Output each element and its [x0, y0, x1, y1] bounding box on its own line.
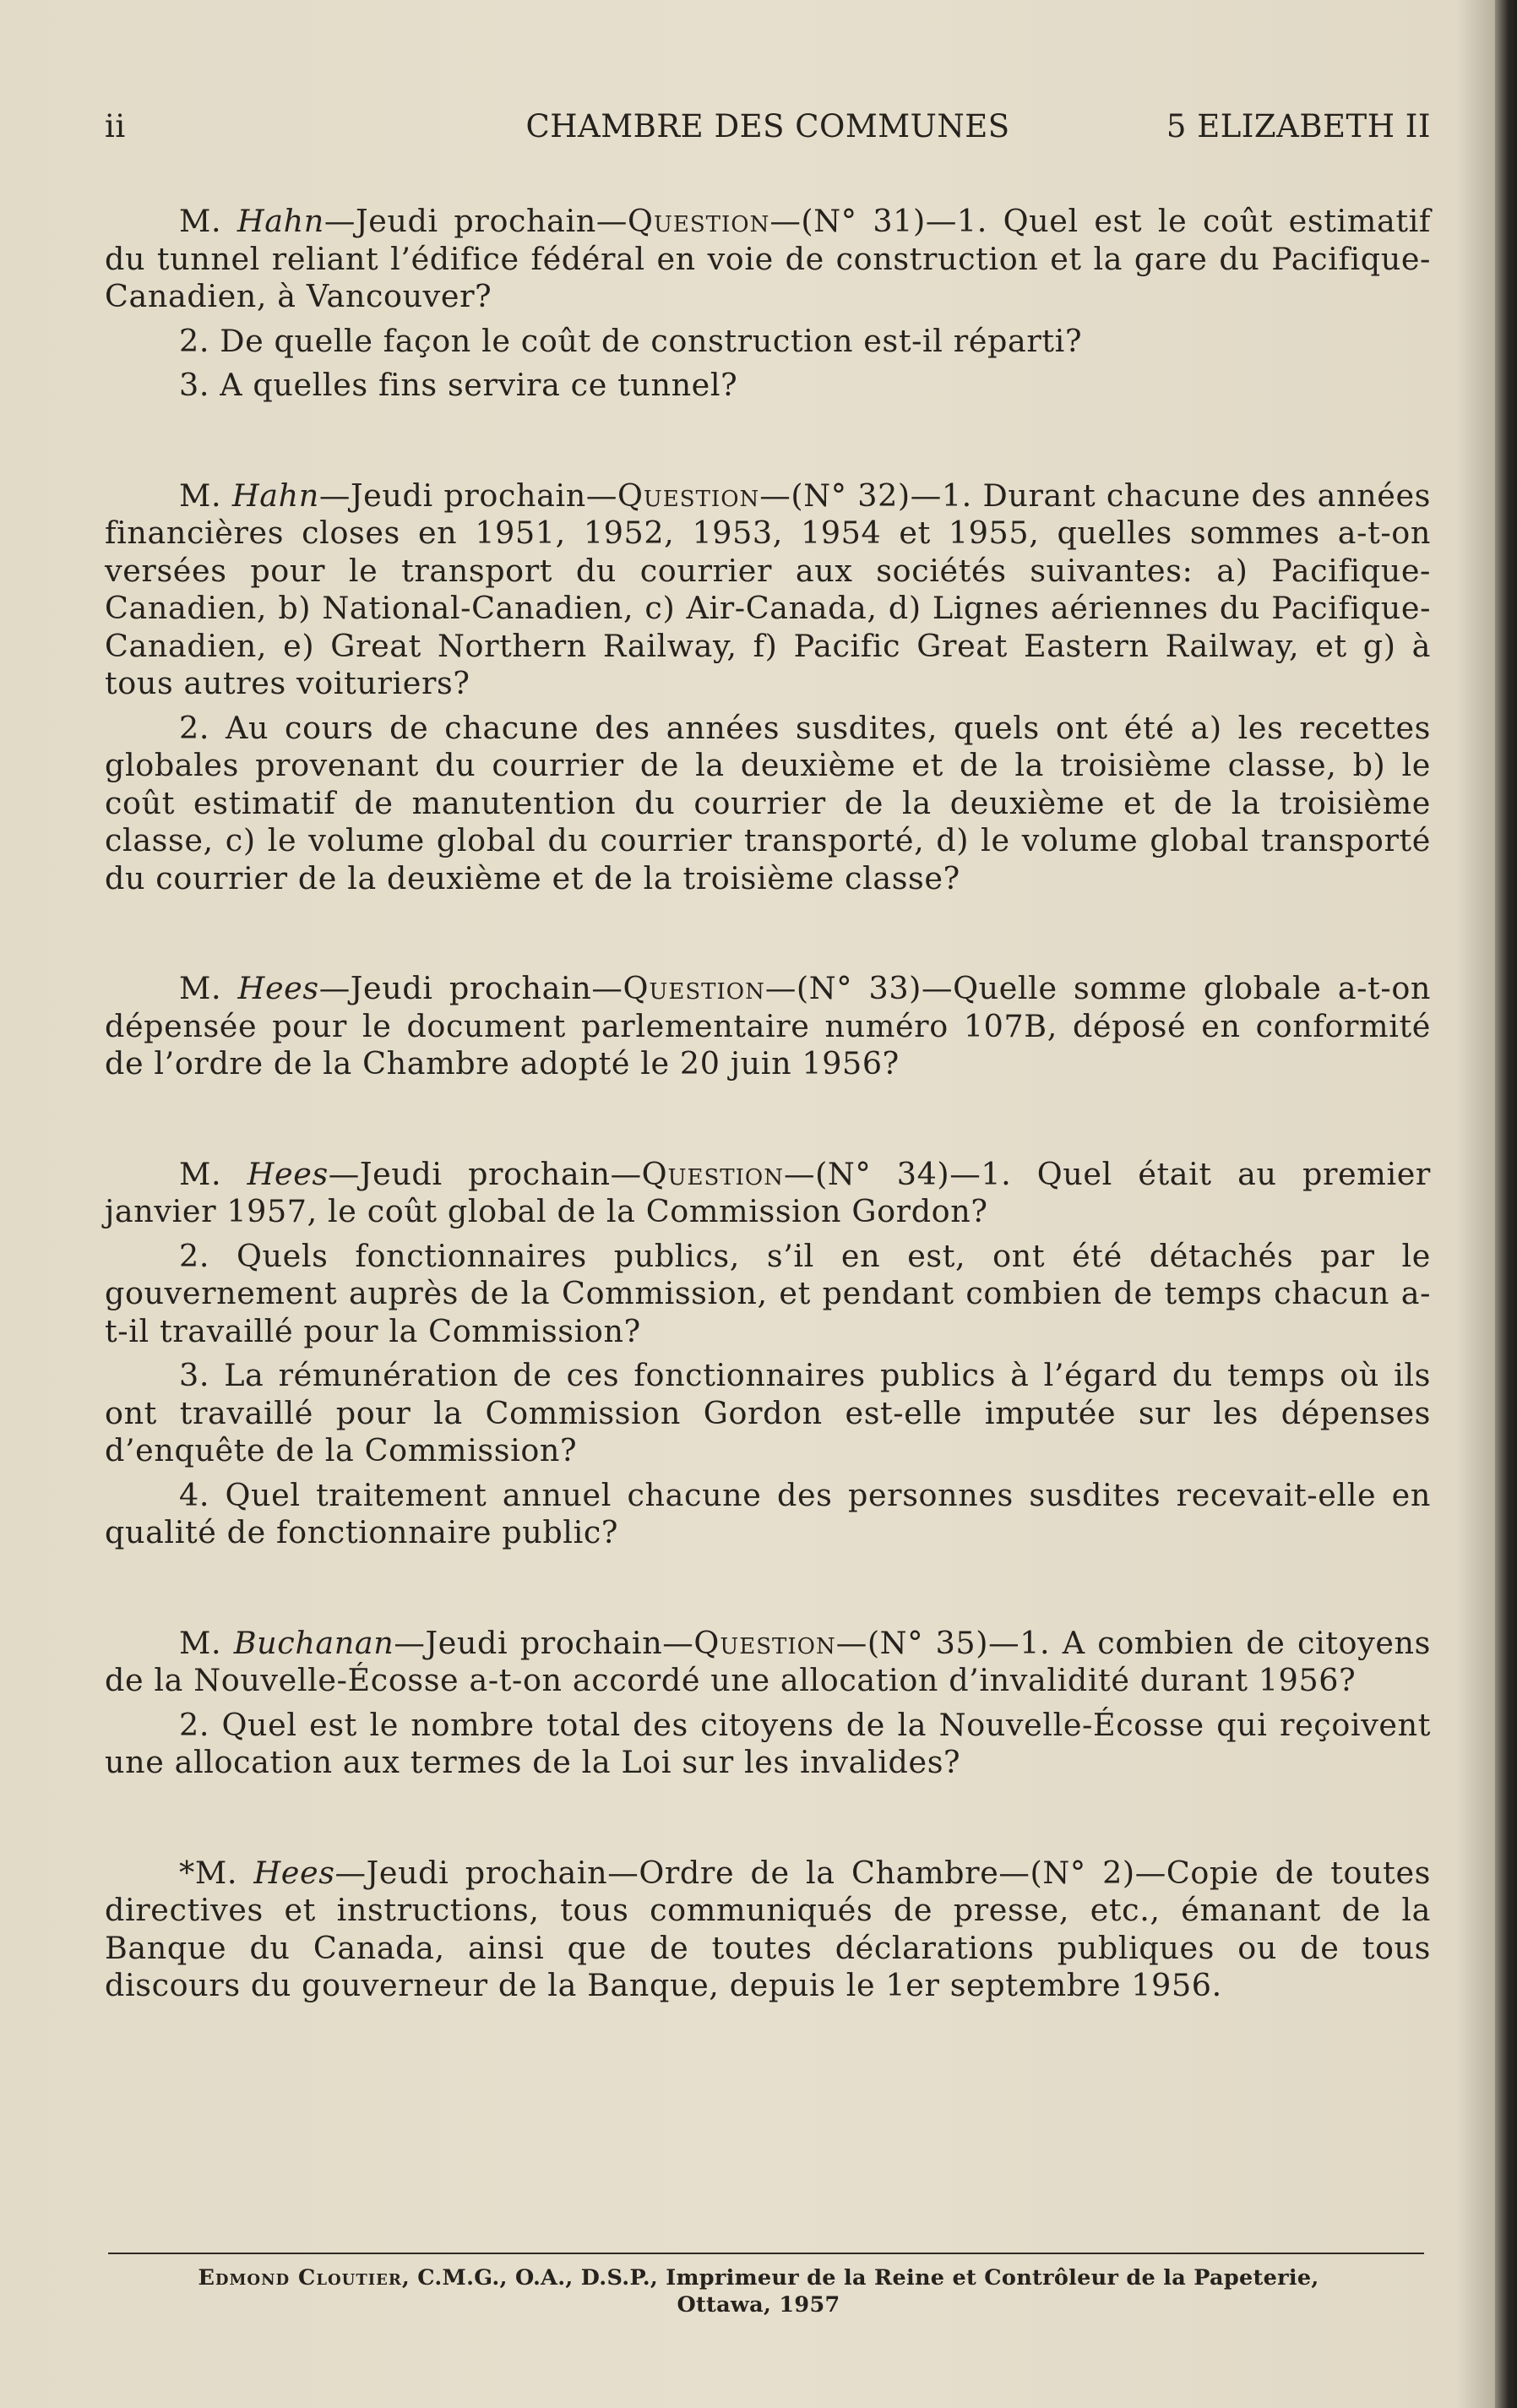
notice-kind: Question [693, 1624, 836, 1661]
notice-first-paragraph [105, 1156, 1431, 1231]
paragraph-text: 2. Quels fonctionnaires publics, s’il en est, ont été détachés par le gouvernement auprès de la Commission, et pendant combien de temps chacun a-t-il travaillé pour la Commission? [105, 1237, 1431, 1349]
member-prefix: M. [179, 203, 237, 239]
notice-kind: Question [623, 970, 765, 1006]
notice-entry [105, 1855, 1431, 2005]
footer-rule [108, 2253, 1424, 2254]
notice-text: —(N° 32)—1. Durant chacune des années financières closes en 1951, 1952, 1953, 1954 et 1955, quelles sommes a-t-on versées pour le transport du courrier aux sociétés suivantes: a) Pacifique-Canadien, b) National-Canadien, c) Air-Canada, d) Lignes aériennes du Pacifique-Canadien, e) Great Northern Railway, f) Pacific Great Eastern Railway, et g) à tous autres voituriers? [105, 477, 1431, 701]
member-name: Hees [237, 970, 319, 1006]
notice-sub-question [105, 1707, 1431, 1782]
notice-entry [105, 1156, 1431, 1552]
notice-kind: Question [628, 203, 770, 239]
page-number: ii [105, 108, 126, 144]
paragraph-text: 2. Au cours de chacune des années susdites, quels ont été a) les recettes globales provenant du courrier de la deuxième et de la troisième classe, b) le coût estimatif de manutention du courrier de la deuxième et de la troisième classe, c) le volume global du courrier transporté, d) le volume global transporté du courrier de la deuxième et de la troisième classe? [105, 709, 1431, 896]
notice-day: —Jeudi prochain— [334, 1854, 639, 1891]
member-name: Hahn [237, 203, 324, 239]
notice-text: —(N° 34)—1. Quel était au premier janvier 1957, le coût global de la Commission Gordon? [105, 1155, 1431, 1229]
notice-list [105, 203, 1431, 2078]
member-prefix: M. [179, 1624, 234, 1661]
notice-entry [105, 477, 1431, 898]
member-prefix: *M. [179, 1854, 254, 1891]
header-title: CHAMBRE DES COMMUNES [525, 108, 1010, 144]
notice-day: —Jeudi prochain— [324, 203, 628, 239]
paragraph-text: 4. Quel traitement annuel chacune des personnes susdites recevait-elle en qualité de fonctionnaire public? [105, 1476, 1431, 1550]
notice-entry [105, 970, 1431, 1083]
notice-first-paragraph [105, 477, 1431, 703]
printer-name: Edmond Cloutier [198, 2265, 402, 2291]
member-name: Hahn [231, 477, 319, 514]
notice-text: —(N° 33)—Quelle somme globale a-t-on dépensée pour le document parlementaire numéro 107B, déposé en conformité de l’ordre de la Chambre adopté le 20 juin 1956? [105, 970, 1431, 1081]
imprint-line-1 [0, 2264, 1517, 2291]
member-prefix: M. [179, 970, 238, 1006]
notice-entry [105, 203, 1431, 405]
notice-sub-question [105, 1477, 1431, 1552]
member-name: Buchanan [233, 1624, 394, 1661]
notice-sub-question [105, 710, 1431, 898]
member-prefix: M. [179, 1155, 247, 1192]
header-reign: 5 ELIZABETH II [1166, 108, 1431, 144]
notice-text: Ordre de la Chambre—(N° 2)—Copie de toutes directives et instructions, tous communiqués de presse, etc., émanant de la Banque du Canada, ainsi que de toutes déclarations publiques ou de tous discours du gouverneur de la Banque, depuis le 1er septembre 1956. [105, 1854, 1431, 2003]
printer-titles: , C.M.G., O.A., D.S.P., Imprimeur de la Reine et Contrôleur de la Papeterie, [401, 2265, 1319, 2291]
paragraph-text: 3. A quelles fins servira ce tunnel? [179, 367, 738, 403]
printer-imprint [0, 2264, 1517, 2318]
page-edge-shadow [1495, 0, 1517, 2408]
notice-first-paragraph [105, 203, 1431, 316]
paragraph-text: 3. La rémunération de ces fonctionnaires publics à l’égard du temps où ils ont travaillé pour la Commission Gordon est-elle imputée sur les dépenses d’enquête de la Commission? [105, 1357, 1431, 1468]
notice-first-paragraph [105, 1625, 1431, 1700]
running-header [105, 108, 1431, 150]
notice-sub-question [105, 323, 1431, 361]
member-name: Hees [253, 1854, 335, 1891]
notice-entry [105, 1625, 1431, 1782]
notice-first-paragraph [105, 1855, 1431, 2005]
notice-text: —(N° 35)—1. A combien de citoyens de la Nouvelle-Écosse a-t-on accordé une allocation d’invalidité durant 1956? [105, 1624, 1431, 1698]
paragraph-text: 2. Quel est le nombre total des citoyens de la Nouvelle-Écosse qui reçoivent une allocation aux termes de la Loi sur les invalides? [105, 1706, 1431, 1780]
member-name: Hees [247, 1155, 329, 1192]
notice-kind: Question [641, 1155, 784, 1192]
notice-day: —Jeudi prochain— [318, 970, 623, 1006]
notice-sub-question [105, 1357, 1431, 1470]
notice-text: —(N° 31)—1. Quel est le coût estimatif du tunnel reliant l’édifice fédéral en voie de construction et la gare du Pacifique-Canadien, à Vancouver? [105, 203, 1431, 314]
paragraph-text: 2. De quelle façon le coût de construction est-il réparti? [179, 322, 1083, 359]
notice-day: —Jeudi prochain— [394, 1624, 694, 1661]
notice-sub-question [105, 367, 1431, 405]
notice-day: —Jeudi prochain— [318, 477, 617, 514]
member-prefix: M. [179, 477, 232, 514]
notice-day: —Jeudi prochain— [328, 1155, 642, 1192]
notice-sub-question [105, 1238, 1431, 1351]
imprint-place-date: Ottawa, 1957 [677, 2292, 840, 2318]
notice-kind: Question [617, 477, 760, 514]
notice-first-paragraph [105, 970, 1431, 1083]
